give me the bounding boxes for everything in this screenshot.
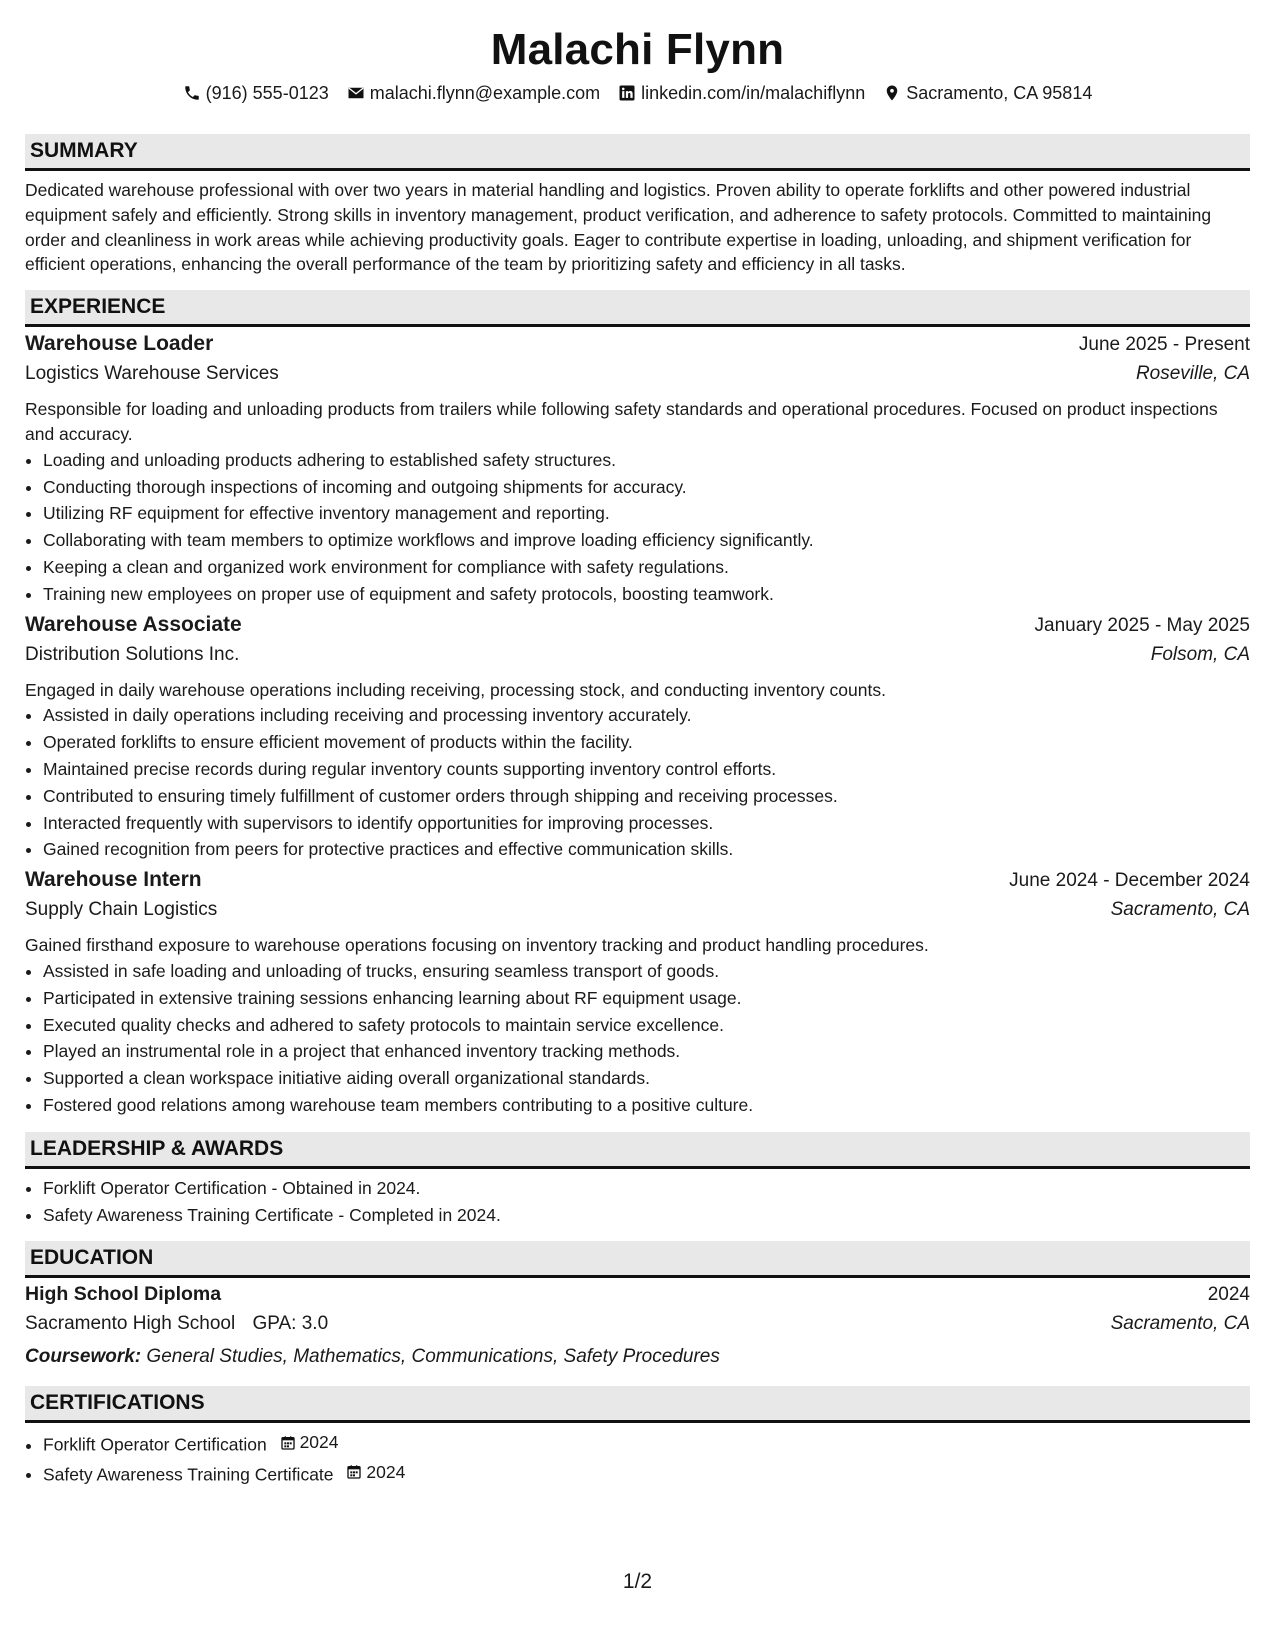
candidate-name: Malachi Flynn: [490, 25, 785, 74]
job-bullets: [25, 958, 1250, 1119]
contact-phone: [183, 80, 329, 106]
job-bullets: [25, 447, 1250, 608]
list-item: • Gained recognition from peers for protective practices and effective communication skills.: [43, 836, 1250, 863]
school-name: Sacramento High School: [25, 1313, 236, 1335]
list-item: • Loading and unloading products adhering to established safety structures.: [43, 447, 1250, 474]
job-dates: June 2024 - December 2024: [1009, 870, 1250, 892]
job-dates: June 2025 - Present: [1078, 334, 1250, 356]
list-item: • Assisted in safe loading and unloading of trucks, ensuring seamless transport of goods.: [43, 958, 1250, 985]
contact-email[interactable]: [347, 80, 600, 106]
education-entry: [25, 1283, 1250, 1372]
list-item: • Assisted in daily operations including receiving and processing inventory accurately.: [43, 702, 1250, 729]
summary-heading: SUMMARY: [25, 134, 1250, 171]
page-number: 1/2: [622, 1570, 653, 1593]
school-location: Sacramento, CA: [1110, 1313, 1250, 1335]
list-item: • Utilizing RF equipment for effective inventory management and reporting.: [43, 500, 1250, 527]
job-title: Warehouse Loader: [25, 332, 214, 356]
calendar-icon: [280, 1435, 296, 1451]
job-entry: [25, 613, 1250, 864]
job-dates: January 2025 - May 2025: [1034, 614, 1250, 636]
job-entry: [25, 868, 1250, 1119]
list-item: • Operated forklifts to ensure efficient movement of products within the facility.: [43, 729, 1250, 756]
job-description: Gained firsthand exposure to warehouse operations focusing on inventory tracking and product handling procedures.: [25, 935, 929, 956]
list-item: [43, 1429, 1250, 1458]
job-header-row: [25, 332, 1250, 363]
resume-page: [25, 0, 1250, 1488]
coursework-label: Coursework:: [25, 1346, 142, 1368]
graduation-year: 2024: [1207, 1284, 1250, 1306]
job-description: Engaged in daily warehouse operations including receiving, processing stock, and conducting inventory counts.: [25, 679, 886, 700]
education-header-row: [25, 1283, 1250, 1313]
calendar-icon: [346, 1464, 362, 1480]
school-line: [25, 1313, 328, 1335]
cert-date: [346, 1459, 405, 1486]
leadership-list: [25, 1175, 1250, 1229]
job-title: Warehouse Associate: [25, 612, 242, 636]
list-item: • Maintained precise records during regular inventory counts supporting inventory control efforts.: [43, 756, 1250, 783]
contact-bar: [25, 80, 1250, 106]
leadership-heading: LEADERSHIP & AWARDS: [25, 1132, 1250, 1169]
coursework-text: General Studies, Mathematics, Communications, Safety Procedures: [146, 1346, 720, 1368]
list-item: • Forklift Operator Certification - Obtained in 2024.: [43, 1175, 1250, 1202]
job-company: Supply Chain Logistics: [25, 899, 218, 921]
list-item: • Fostered good relations among warehouse team members contributing to a positive culture.: [43, 1092, 1250, 1119]
list-item: • Interacted frequently with supervisors to identify opportunities for improving processes.: [43, 810, 1250, 837]
job-header-row: [25, 613, 1250, 644]
experience-heading: EXPERIENCE: [25, 290, 1250, 327]
certifications-heading: CERTIFICATIONS: [25, 1386, 1250, 1423]
job-title: Warehouse Intern: [25, 868, 202, 892]
linkedin-text: linkedin.com/in/malachiflynn: [641, 83, 866, 103]
contact-linkedin[interactable]: [618, 80, 865, 106]
cert-name: Safety Awareness Training Certificate: [43, 1463, 334, 1484]
list-item: • Collaborating with team members to optimize workflows and improve loading efficiency significantly.: [43, 527, 1250, 554]
list-item: [43, 1459, 1250, 1488]
contact-location: [883, 80, 1092, 106]
job-entry: [25, 332, 1250, 607]
list-item: • Participated in extensive training sessions enhancing learning about RF equipment usage.: [43, 985, 1250, 1012]
list-item: • Executed quality checks and adhered to safety protocols to maintain service excellence.: [43, 1012, 1250, 1039]
phone-text: (916) 555-0123: [205, 83, 329, 103]
degree: High School Diploma: [25, 1283, 222, 1306]
summary-text: Dedicated warehouse professional with over two years in material handling and logistics. Proven ability to operate forklifts and other powered industrial equipment safely and efficiently. Strong skills in inventory management, product verification, and adherence to safety protocols. Committed to maintaining order and cleanliness in work areas while achieving productivity goals. Eager to contribute expertise in loading, unloading, and shipment verification for efficient operations, enhancing the overall performance of the team by prioritizing safety and efficiency in all tasks.: [25, 180, 1212, 275]
cert-year: 2024: [299, 1432, 339, 1453]
job-location: Sacramento, CA: [1110, 899, 1250, 921]
linkedin-icon: [618, 84, 636, 102]
coursework-line: [25, 1342, 1250, 1372]
job-company-row: [25, 899, 1250, 928]
education-heading: EDUCATION: [25, 1241, 1250, 1278]
education-school-row: [25, 1313, 1250, 1342]
location-text: Sacramento, CA 95814: [906, 83, 1093, 103]
list-item: • Keeping a clean and organized work environment for compliance with safety regulations.: [43, 554, 1250, 581]
job-company: Distribution Solutions Inc.: [25, 643, 240, 665]
job-company-row: [25, 363, 1250, 392]
job-bullets: [25, 702, 1250, 863]
email-text: malachi.flynn@example.com: [369, 83, 601, 103]
job-company: Logistics Warehouse Services: [25, 363, 279, 385]
list-item: • Conducting thorough inspections of incoming and outgoing shipments for accuracy.: [43, 474, 1250, 501]
cert-year: 2024: [366, 1461, 406, 1482]
list-item: • Safety Awareness Training Certificate - Completed in 2024.: [43, 1202, 1250, 1229]
list-item: • Supported a clean workspace initiative aiding overall organizational standards.: [43, 1065, 1250, 1092]
certifications-list: [25, 1429, 1250, 1487]
job-description: Responsible for loading and unloading products from trailers while following safety standards and operational procedures. Focused on product inspections and accuracy.: [25, 399, 1218, 444]
list-item: • Contributed to ensuring timely fulfillment of customer orders through shipping and receiving processes.: [43, 783, 1250, 810]
gpa: GPA: 3.0: [252, 1313, 329, 1335]
job-location: Folsom, CA: [1150, 643, 1250, 665]
map-pin-icon: [883, 84, 901, 102]
phone-icon: [183, 84, 201, 102]
cert-name: Forklift Operator Certification: [43, 1434, 267, 1455]
job-location: Roseville, CA: [1135, 363, 1250, 385]
job-company-row: [25, 644, 1250, 673]
cert-date: [280, 1429, 339, 1456]
list-item: • Played an instrumental role in a project that enhanced inventory tracking methods.: [43, 1038, 1250, 1065]
list-item: • Training new employees on proper use of equipment and safety protocols, boosting teamwork.: [43, 581, 1250, 608]
envelope-icon: [347, 84, 365, 102]
job-header-row: [25, 868, 1250, 899]
